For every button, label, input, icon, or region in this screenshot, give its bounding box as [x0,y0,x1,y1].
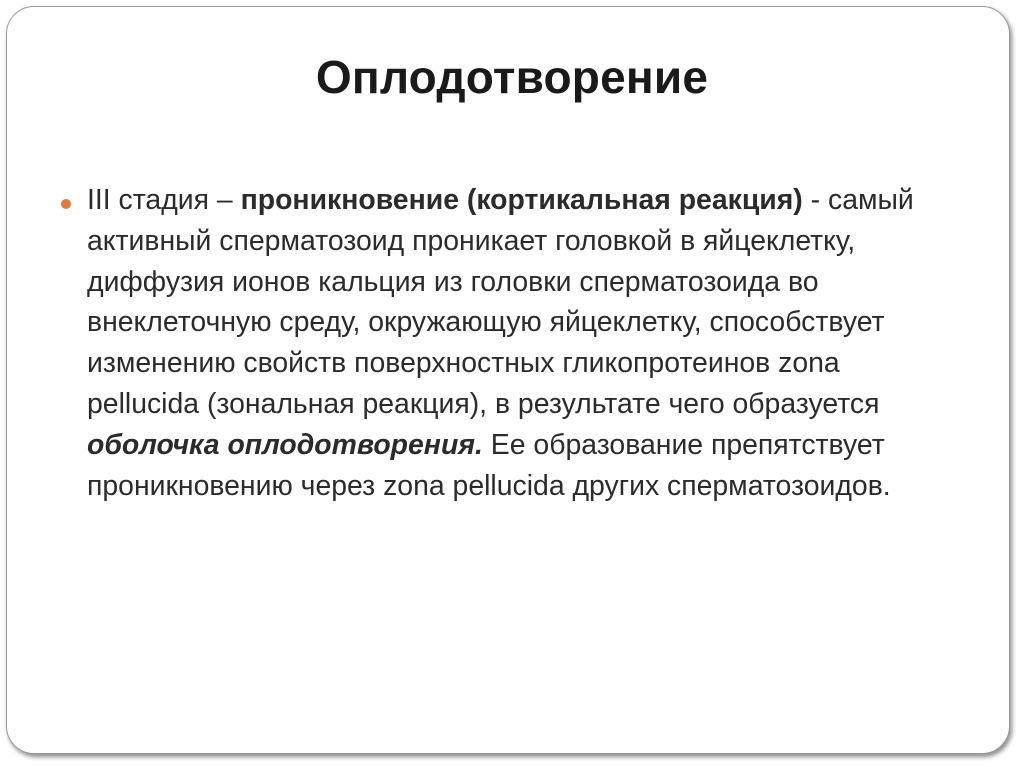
paragraph-text-3: Ее образование препятствует проникновению через zona pellucida других сперматозоидов. [87,428,891,502]
bullet-paragraph [87,180,957,506]
paragraph-bold-italic-term: оболочка оплодотворения. [87,428,483,461]
bullet-marker [61,199,71,209]
paragraph-text-1: III стадия – [87,184,241,216]
paragraph-bold-term: проникновение (кортикальная реакция) [240,184,803,216]
slide-title: Оплодотворение [315,51,709,103]
paragraph-text-2: - самый активный сперматозоид проникает головкой в яйцеклетку, диффузия ионов кальция из головки сперматозоида во внеклеточную среду, окружающую яйцеклетку, способствует изменению свойств поверхностных гликопротеинов zona pellucida (зональная реакция), в результате чего образуется [87,184,914,420]
